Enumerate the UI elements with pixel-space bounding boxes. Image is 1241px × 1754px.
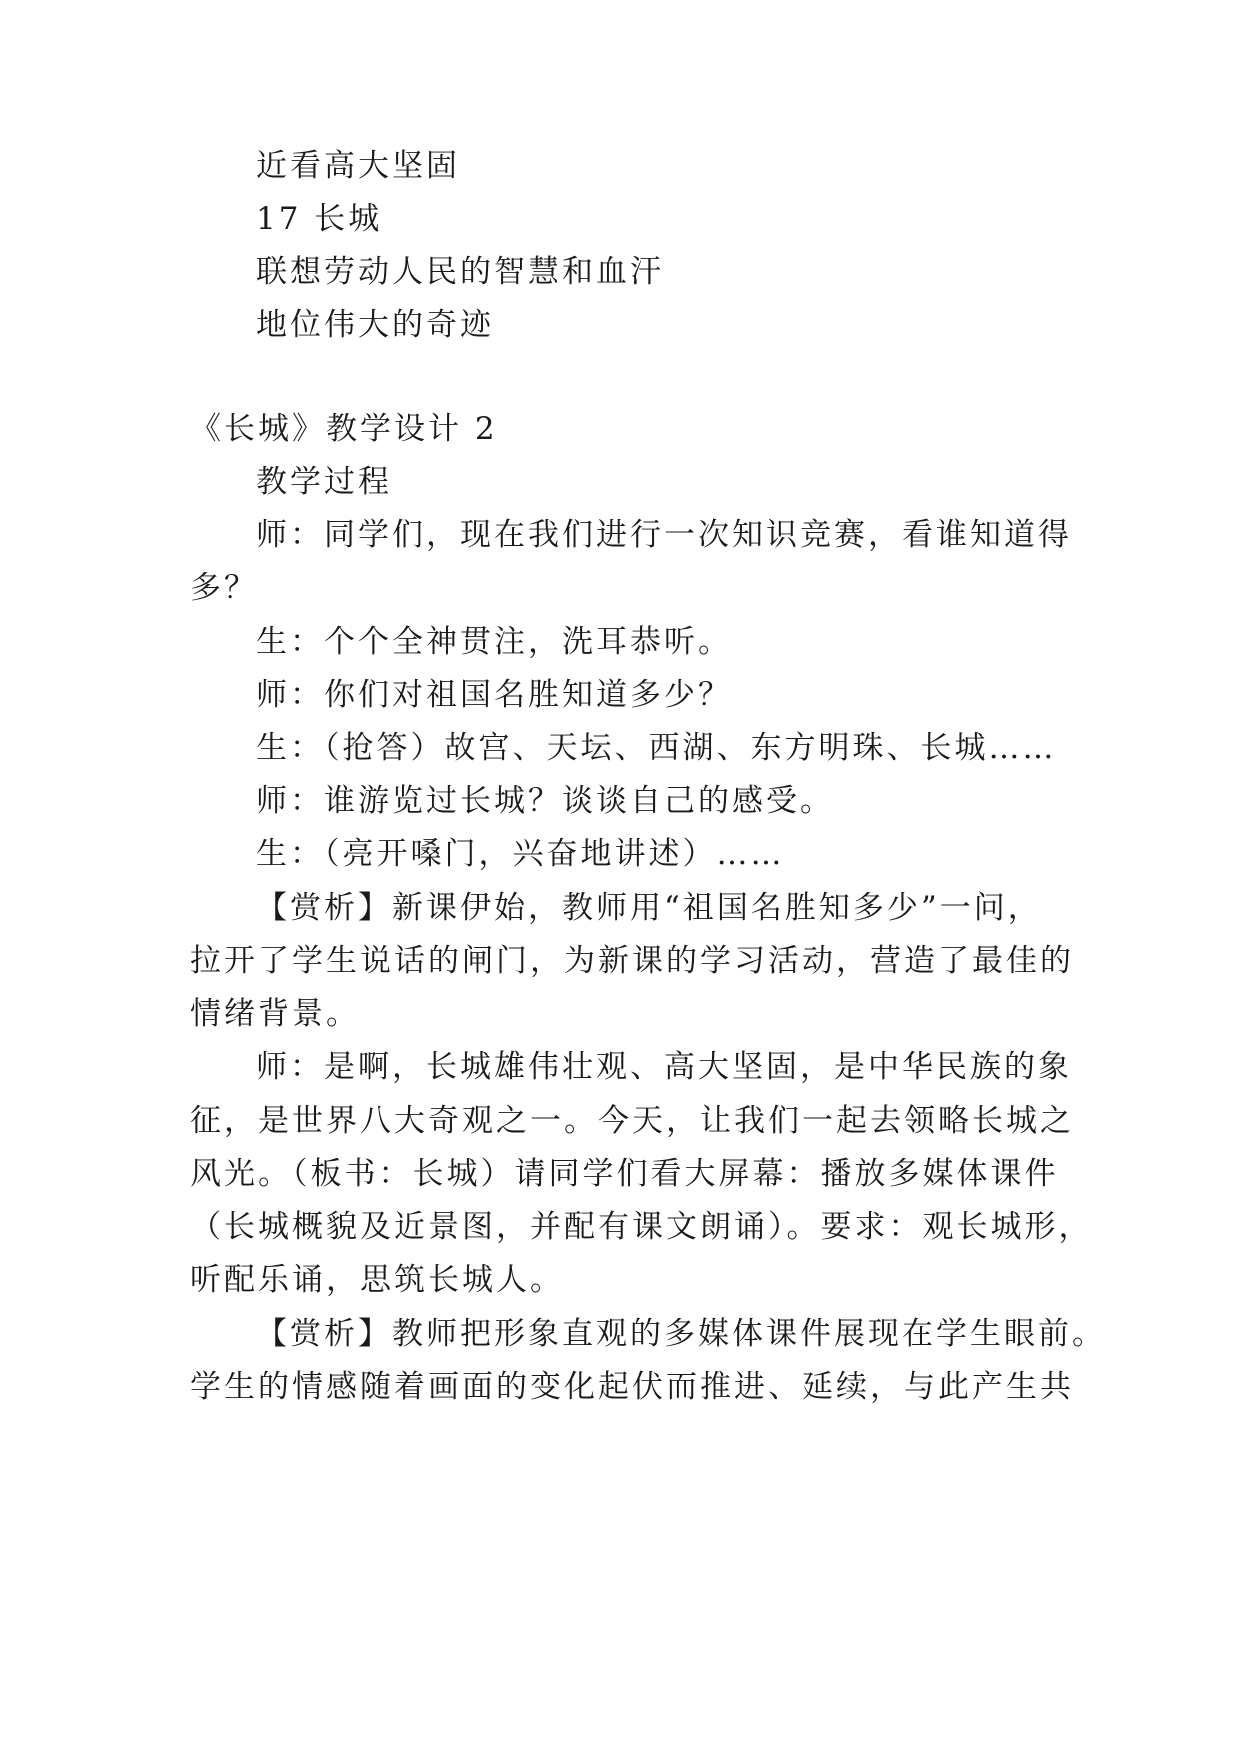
paragraph-5-line-1: 师：谁游览过长城？谈谈自己的感受。 bbox=[256, 783, 834, 819]
outline-line-3: 联想劳动人民的智慧和血汗 bbox=[256, 254, 664, 290]
paragraph-8-line-1: 师：是啊，长城雄伟壮观、高大坚固，是中华民族的象 bbox=[256, 1049, 1072, 1085]
paragraph-9-line-1: 【赏析】教师把形象直观的多媒体课件展现在学生眼前。 bbox=[256, 1316, 1106, 1352]
outline-line-4: 地位伟大的奇迹 bbox=[256, 307, 494, 343]
paragraph-9-line-2: 学生的情感随着画面的变化起伏而推进、延续，与此产生共 bbox=[190, 1369, 1074, 1405]
section-title: 《长城》教学设计 2 bbox=[190, 411, 498, 447]
paragraph-7-line-1: 【赏析】新课伊始，教师用“祖国名胜知多少”一问， bbox=[256, 890, 1042, 926]
paragraph-1-line-1: 师：同学们，现在我们进行一次知识竞赛，看谁知道得 bbox=[256, 517, 1072, 553]
paragraph-3-line-1: 师：你们对祖国名胜知道多少？ bbox=[256, 677, 732, 713]
paragraph-6-line-1: 生：（亮开嗓门，兴奋地讲述）…… bbox=[256, 836, 785, 872]
paragraph-8-line-2: 征，是世界八大奇观之一。今天，让我们一起去领略长城之 bbox=[190, 1103, 1074, 1139]
paragraph-8-line-5: 听配乐诵，思筑长城人。 bbox=[190, 1262, 564, 1298]
paragraph-1-line-2: 多？ bbox=[190, 570, 258, 606]
paragraph-2-line-1: 生：个个全神贯注，洗耳恭听。 bbox=[256, 624, 732, 660]
outline-line-1: 近看高大坚固 bbox=[256, 148, 460, 184]
section-subtitle: 教学过程 bbox=[256, 464, 392, 500]
paragraph-7-line-2: 拉开了学生说话的闸门，为新课的学习活动，营造了最佳的 bbox=[190, 943, 1074, 979]
paragraph-8-line-3: 风光。（板书：长城）请同学们看大屏幕：播放多媒体课件 bbox=[190, 1156, 1059, 1192]
paragraph-7-line-3: 情绪背景。 bbox=[190, 996, 360, 1032]
paragraph-8-line-4: （长城概貌及近景图，并配有课文朗诵）。要求：观长城形， bbox=[190, 1209, 1093, 1245]
outline-line-2: 17 长城 bbox=[256, 201, 383, 237]
paragraph-4-line-1: 生：（抢答）故宫、天坛、西湖、东方明珠、长城…… bbox=[256, 730, 1057, 766]
